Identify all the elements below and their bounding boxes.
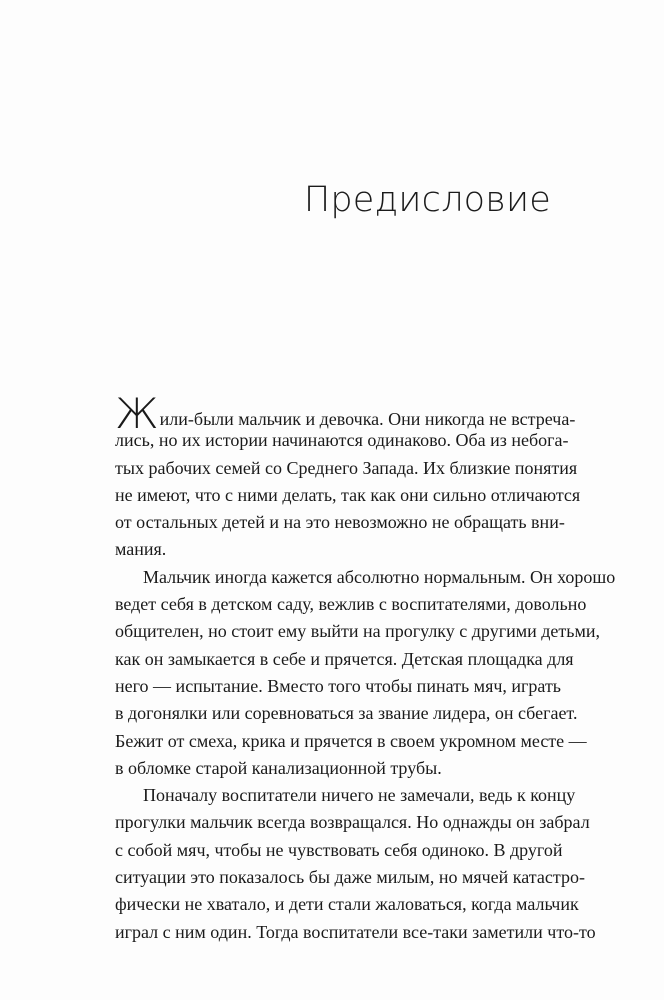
text-line: не имеют, что с ними делать, так как они сильно отличаются: [115, 484, 581, 505]
text-line: прогулки мальчик всегда возвращался. Но однажды он забрал: [115, 812, 590, 833]
text-line: в догонялки или соревноваться за звание лидера, он сбегает.: [115, 703, 578, 724]
text-line: с собой мяч, чтобы не чувствовать себя одиноко. В другой: [115, 839, 563, 860]
text-line: мания.: [115, 539, 167, 560]
text-line: от остальных детей и на это невозможно не обращать вни-: [115, 512, 565, 533]
text-line: тых рабочих семей со Среднего Запада. Их близкие понятия: [115, 457, 578, 478]
text-line: Жили-были мальчик и девочка. Они никогда не встреча-: [115, 389, 576, 438]
chapter-body: [115, 389, 616, 946]
text-line: играл с ним один. Тогда воспитатели все-таки заметили что-то: [115, 921, 596, 942]
text-line: Мальчик иногда кажется абсолютно нормальным. Он хорошо: [143, 566, 616, 587]
text-line: ситуации это показалось бы даже милым, но мячей катастро-: [115, 867, 585, 888]
text-line: Поначалу воспитатели ничего не замечали, ведь к концу: [143, 785, 576, 806]
text-line: общителен, но стоит ему выйти на прогулку с другими детьми,: [115, 621, 600, 642]
chapter-title: Предисловие: [303, 180, 551, 220]
text-line: него — испытание. Вместо того чтобы пинать мяч, играть: [115, 675, 562, 696]
text-line: ведет себя в детском саду, вежлив с воспитателями, довольно: [115, 594, 587, 615]
text-line: лись, но их истории начинаются одинаково. Оба из небога-: [115, 430, 569, 451]
text-line: в обломке старой канализационной трубы.: [115, 757, 442, 778]
text-line: как он замыкается в себе и прячется. Детская площадка для: [115, 648, 574, 669]
drop-cap: Ж: [115, 389, 159, 438]
text-line: Бежит от смеха, крика и прячется в своем укромном месте —: [115, 730, 587, 751]
text-line: фически не хватало, и дети стали жаловаться, когда мальчик: [115, 894, 579, 915]
